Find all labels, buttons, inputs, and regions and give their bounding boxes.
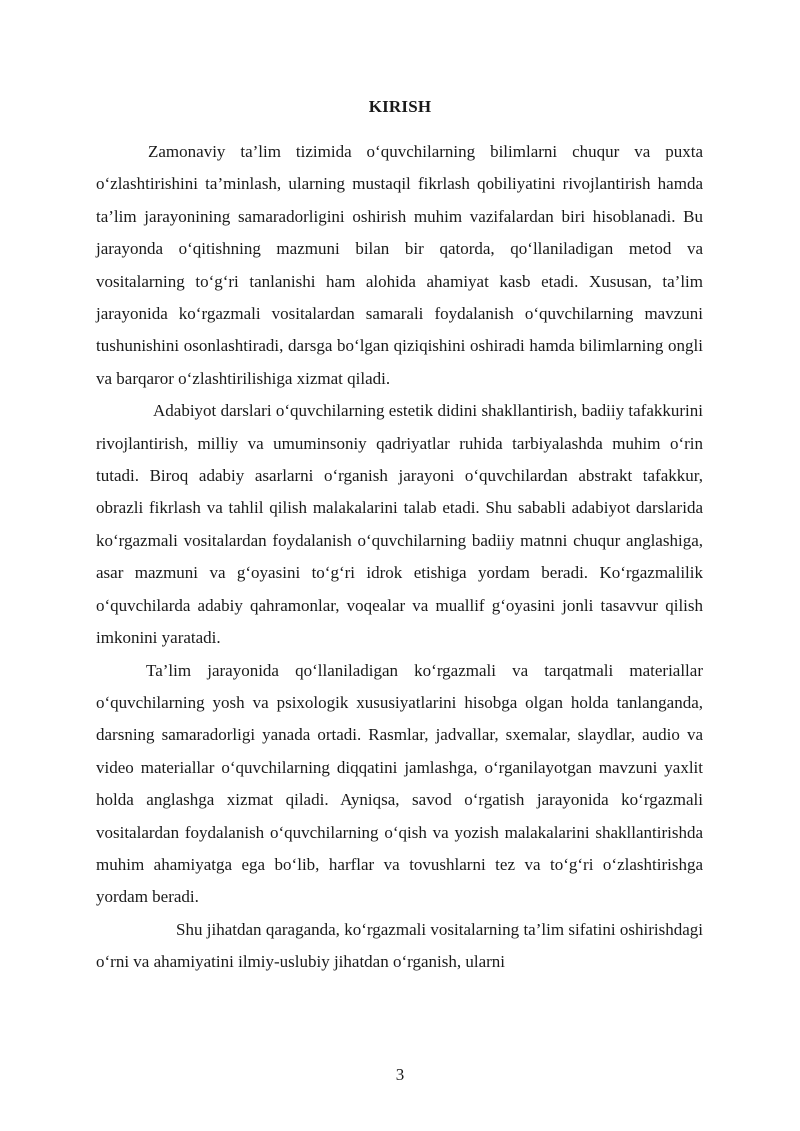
paragraph-3: Ta’lim jarayonida qo‘llaniladigan ko‘rgazmali va tarqatmali materiallar o‘quvchilarning yosh va psixologik xususiyatlarini hisobga olgan holda tanlanganda, darsning samaradorligi yanada ortadi. Rasmlar, jadvallar, sxemalar, slaydlar, audio va video materiallar o‘quvchilarning diqqatini jamlashga, o‘rganilayotgan mavzuni yaxlit holda anglashga xizmat qiladi. Ayniqsa, savod o‘rgatish jarayonida ko‘rgazmali vositalardan foydalanish o‘quvchilarning o‘qish va yozish malakalarini shakllantirishda muhim ahamiyatga ega bo‘lib, harflar va tovushlarni tez va to‘g‘ri o‘zlashtirishga yordam beradi. [96, 660, 703, 907]
page-number: 3 [395, 1065, 405, 1084]
paragraph-2: Adabiyot darslari o‘quvchilarning estetik didini shakllantirish, badiiy tafakkurini rivojlantirish, milliy va umuminsoniy qadriyatlar ruhida tarbiyalashda muhim o‘rin tutadi. Biroq adabiy asarlarni o‘rganish jarayoni o‘quvchilardan abstrakt tafakkur, obrazli fikrlash va tahlil qilish malakalarini talab etadi. Shu sababli adabiyot darslarida ko‘rgazmali vositalardan foydalanish o‘quvchilarning badiiy matnni chuqur anglashiga, asar mazmuni va g‘oyasini to‘g‘ri idrok etishiga yordam beradi. Ko‘rgazmalilik o‘quvchilarda adabiy qahramonlar, voqealar va muallif g‘oyasini jonli tasavvur qilish imkonini yaratadi. [96, 401, 703, 648]
paragraph-1: Zamonaviy ta’lim tizimida o‘quvchilarning bilimlarni chuqur va puxta o‘zlashtirishini ta’minlash, ularning mustaqil fikrlash qobiliyatini rivojlantirish hamda ta’lim jarayonining samaradorligini oshirish muhim vazifalardan biri hisoblanadi. Bu jarayonda o‘qitishning mazmuni bilan bir qatorda, qo‘llaniladigan metod va vositalarning to‘g‘ri tanlanishi ham alohida ahamiyat kasb etadi. Xususan, ta’lim jarayonida ko‘rgazmali vositalardan samarali foydalanish o‘quvchilarning mavzuni tushunishini osonlashtiradi, darsga bo‘lgan qiziqishini oshiradi hamda bilimlarning ongli va barqaror o‘zlashtirilishiga xizmat qiladi. [96, 142, 703, 388]
section-title: KIRISH [368, 97, 432, 116]
body-text [96, 136, 703, 979]
paragraph-4: Shu jihatdan qaraganda, ko‘rgazmali vositalarning ta’lim sifatini oshirishdagi o‘rni va ahamiyatini ilmiy-uslubiy jihatdan o‘rganish, ularni [96, 919, 703, 972]
